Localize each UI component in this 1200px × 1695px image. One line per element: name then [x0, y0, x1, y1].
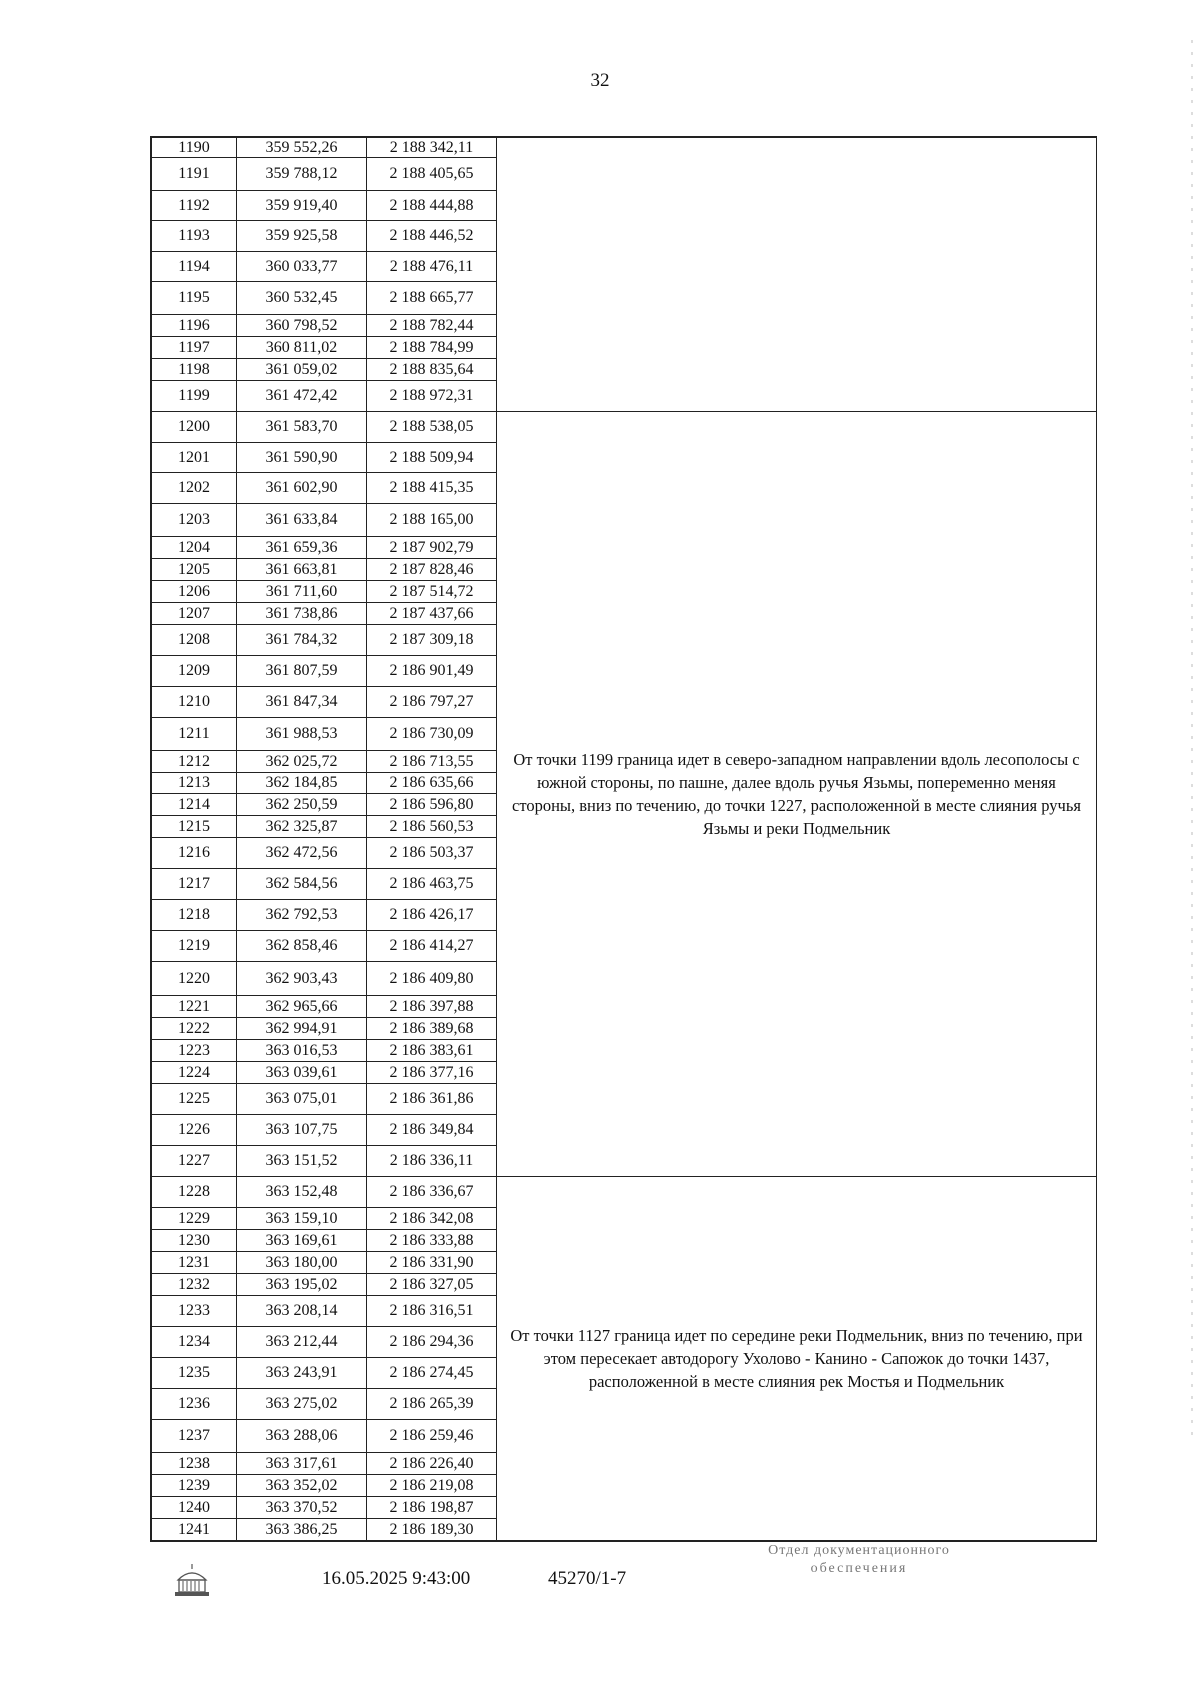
x-coordinate-cell: 362 903,43: [237, 962, 367, 996]
y-coordinate-cell: 2 186 336,11: [367, 1146, 497, 1177]
stamp-line-1: Отдел документационного: [768, 1543, 950, 1558]
point-number-cell: 1209: [152, 656, 237, 687]
point-number-cell: 1211: [152, 718, 237, 751]
y-coordinate-cell: 2 186 414,27: [367, 931, 497, 962]
y-coordinate-cell: 2 187 437,66: [367, 603, 497, 625]
boundary-description-cell: [497, 138, 1097, 412]
y-coordinate-cell: 2 186 409,80: [367, 962, 497, 996]
table-row: [152, 1177, 1097, 1208]
point-number-cell: 1202: [152, 473, 237, 504]
point-number-cell: 1241: [152, 1519, 237, 1541]
point-number-cell: 1231: [152, 1252, 237, 1274]
point-number-cell: 1220: [152, 962, 237, 996]
y-coordinate-cell: 2 187 309,18: [367, 625, 497, 656]
point-number-cell: 1232: [152, 1274, 237, 1296]
x-coordinate-cell: 361 472,42: [237, 381, 367, 412]
y-coordinate-cell: 2 188 509,94: [367, 443, 497, 473]
boundary-description-cell: От точки 1199 граница идет в северо-западном направлении вдоль лесополосы с южной стороны, по пашне, далее вдоль ручья Язьмы, попеременно меняя стороны, вниз по течению, до точки 1227, расположенной в месте слияния ручья Язьмы и реки Подмельник: [497, 412, 1097, 1177]
x-coordinate-cell: 363 169,61: [237, 1230, 367, 1252]
point-number-cell: 1235: [152, 1358, 237, 1389]
y-coordinate-cell: 2 186 331,90: [367, 1252, 497, 1274]
x-coordinate-cell: 362 994,91: [237, 1018, 367, 1040]
x-coordinate-cell: 360 033,77: [237, 252, 367, 282]
point-number-cell: 1236: [152, 1389, 237, 1420]
y-coordinate-cell: 2 186 198,87: [367, 1497, 497, 1519]
y-coordinate-cell: 2 186 463,75: [367, 869, 497, 900]
y-coordinate-cell: 2 188 835,64: [367, 359, 497, 381]
point-number-cell: 1198: [152, 359, 237, 381]
scan-edge-marks: [1184, 40, 1198, 1440]
x-coordinate-cell: 362 965,66: [237, 996, 367, 1018]
x-coordinate-cell: 363 352,02: [237, 1475, 367, 1497]
point-number-cell: 1227: [152, 1146, 237, 1177]
y-coordinate-cell: 2 188 538,05: [367, 412, 497, 443]
x-coordinate-cell: 361 711,60: [237, 581, 367, 603]
point-number-cell: 1191: [152, 158, 237, 191]
point-number-cell: 1219: [152, 931, 237, 962]
x-coordinate-cell: 361 590,90: [237, 443, 367, 473]
point-number-cell: 1213: [152, 773, 237, 794]
page-number: 32: [590, 70, 610, 91]
y-coordinate-cell: 2 186 383,61: [367, 1040, 497, 1062]
x-coordinate-cell: 362 325,87: [237, 816, 367, 838]
point-number-cell: 1201: [152, 443, 237, 473]
boundary-coordinates-table: [150, 136, 1097, 1542]
point-number-cell: 1223: [152, 1040, 237, 1062]
y-coordinate-cell: 2 186 361,86: [367, 1084, 497, 1115]
y-coordinate-cell: 2 186 189,30: [367, 1519, 497, 1541]
point-number-cell: 1238: [152, 1453, 237, 1475]
y-coordinate-cell: 2 188 784,99: [367, 337, 497, 359]
y-coordinate-cell: 2 186 901,49: [367, 656, 497, 687]
y-coordinate-cell: 2 188 405,65: [367, 158, 497, 191]
y-coordinate-cell: 2 186 596,80: [367, 794, 497, 816]
point-number-cell: 1218: [152, 900, 237, 931]
y-coordinate-cell: 2 188 342,11: [367, 138, 497, 158]
x-coordinate-cell: 361 663,81: [237, 559, 367, 581]
x-coordinate-cell: 360 532,45: [237, 282, 367, 315]
point-number-cell: 1214: [152, 794, 237, 816]
point-number-cell: 1239: [152, 1475, 237, 1497]
x-coordinate-cell: 362 025,72: [237, 751, 367, 773]
x-coordinate-cell: 361 059,02: [237, 359, 367, 381]
point-number-cell: 1197: [152, 337, 237, 359]
y-coordinate-cell: 2 186 713,55: [367, 751, 497, 773]
y-coordinate-cell: 2 186 397,88: [367, 996, 497, 1018]
y-coordinate-cell: 2 188 165,00: [367, 504, 497, 537]
point-number-cell: 1199: [152, 381, 237, 412]
x-coordinate-cell: 361 602,90: [237, 473, 367, 504]
point-number-cell: 1228: [152, 1177, 237, 1208]
x-coordinate-cell: 361 738,86: [237, 603, 367, 625]
point-number-cell: 1190: [152, 138, 237, 158]
x-coordinate-cell: 362 584,56: [237, 869, 367, 900]
point-number-cell: 1233: [152, 1296, 237, 1327]
x-coordinate-cell: 363 016,53: [237, 1040, 367, 1062]
y-coordinate-cell: 2 186 503,37: [367, 838, 497, 869]
x-coordinate-cell: 360 811,02: [237, 337, 367, 359]
point-number-cell: 1237: [152, 1420, 237, 1453]
y-coordinate-cell: 2 186 294,36: [367, 1327, 497, 1358]
x-coordinate-cell: 363 075,01: [237, 1084, 367, 1115]
x-coordinate-cell: 359 552,26: [237, 138, 367, 158]
x-coordinate-cell: 363 212,44: [237, 1327, 367, 1358]
y-coordinate-cell: 2 186 336,67: [367, 1177, 497, 1208]
y-coordinate-cell: 2 188 665,77: [367, 282, 497, 315]
point-number-cell: 1234: [152, 1327, 237, 1358]
x-coordinate-cell: 359 788,12: [237, 158, 367, 191]
x-coordinate-cell: 363 370,52: [237, 1497, 367, 1519]
x-coordinate-cell: 363 152,48: [237, 1177, 367, 1208]
x-coordinate-cell: 362 250,59: [237, 794, 367, 816]
x-coordinate-cell: 360 798,52: [237, 315, 367, 337]
x-coordinate-cell: 363 107,75: [237, 1115, 367, 1146]
y-coordinate-cell: 2 186 635,66: [367, 773, 497, 794]
x-coordinate-cell: 361 847,34: [237, 687, 367, 718]
x-coordinate-cell: 361 784,32: [237, 625, 367, 656]
table-row: [152, 138, 1097, 158]
department-stamp: [724, 1542, 994, 1578]
point-number-cell: 1208: [152, 625, 237, 656]
y-coordinate-cell: 2 186 377,16: [367, 1062, 497, 1084]
point-number-cell: 1212: [152, 751, 237, 773]
point-number-cell: 1207: [152, 603, 237, 625]
x-coordinate-cell: 359 919,40: [237, 191, 367, 221]
point-number-cell: 1210: [152, 687, 237, 718]
y-coordinate-cell: 2 186 349,84: [367, 1115, 497, 1146]
x-coordinate-cell: 363 039,61: [237, 1062, 367, 1084]
x-coordinate-cell: 362 184,85: [237, 773, 367, 794]
x-coordinate-cell: 363 275,02: [237, 1389, 367, 1420]
y-coordinate-cell: 2 186 342,08: [367, 1208, 497, 1230]
x-coordinate-cell: 361 583,70: [237, 412, 367, 443]
y-coordinate-cell: 2 188 446,52: [367, 221, 497, 252]
point-number-cell: 1206: [152, 581, 237, 603]
x-coordinate-cell: 359 925,58: [237, 221, 367, 252]
x-coordinate-cell: 363 180,00: [237, 1252, 367, 1274]
y-coordinate-cell: 2 188 415,35: [367, 473, 497, 504]
y-coordinate-cell: 2 187 514,72: [367, 581, 497, 603]
point-number-cell: 1229: [152, 1208, 237, 1230]
y-coordinate-cell: 2 188 476,11: [367, 252, 497, 282]
y-coordinate-cell: 2 186 333,88: [367, 1230, 497, 1252]
point-number-cell: 1226: [152, 1115, 237, 1146]
x-coordinate-cell: 361 659,36: [237, 537, 367, 559]
y-coordinate-cell: 2 186 259,46: [367, 1420, 497, 1453]
point-number-cell: 1230: [152, 1230, 237, 1252]
point-number-cell: 1222: [152, 1018, 237, 1040]
x-coordinate-cell: 362 472,56: [237, 838, 367, 869]
x-coordinate-cell: 361 807,59: [237, 656, 367, 687]
point-number-cell: 1195: [152, 282, 237, 315]
x-coordinate-cell: 363 317,61: [237, 1453, 367, 1475]
y-coordinate-cell: 2 186 265,39: [367, 1389, 497, 1420]
x-coordinate-cell: 363 159,10: [237, 1208, 367, 1230]
point-number-cell: 1200: [152, 412, 237, 443]
footer-document-number: 45270/1-7: [548, 1568, 627, 1589]
x-coordinate-cell: 362 792,53: [237, 900, 367, 931]
point-number-cell: 1215: [152, 816, 237, 838]
table-row: [152, 412, 1097, 443]
stamp-line-2: обеспечения: [810, 1561, 908, 1577]
point-number-cell: 1194: [152, 252, 237, 282]
x-coordinate-cell: 362 858,46: [237, 931, 367, 962]
y-coordinate-cell: 2 186 219,08: [367, 1475, 497, 1497]
x-coordinate-cell: 363 151,52: [237, 1146, 367, 1177]
y-coordinate-cell: 2 187 828,46: [367, 559, 497, 581]
point-number-cell: 1240: [152, 1497, 237, 1519]
y-coordinate-cell: 2 188 782,44: [367, 315, 497, 337]
y-coordinate-cell: 2 186 730,09: [367, 718, 497, 751]
duma-emblem-icon: [170, 1560, 214, 1600]
x-coordinate-cell: 361 633,84: [237, 504, 367, 537]
point-number-cell: 1217: [152, 869, 237, 900]
footer-date: 16.05.2025 9:43:00: [322, 1568, 471, 1589]
y-coordinate-cell: 2 188 972,31: [367, 381, 497, 412]
point-number-cell: 1204: [152, 537, 237, 559]
y-coordinate-cell: 2 186 327,05: [367, 1274, 497, 1296]
x-coordinate-cell: 363 208,14: [237, 1296, 367, 1327]
y-coordinate-cell: 2 186 426,17: [367, 900, 497, 931]
x-coordinate-cell: 363 386,25: [237, 1519, 367, 1541]
point-number-cell: 1205: [152, 559, 237, 581]
boundary-description-cell: От точки 1127 граница идет по середине реки Подмельник, вниз по течению, при этом пересекает автодорогу Ухолово - Канино - Сапожок до точки 1437, расположенной в месте слияния рек Мостья и Подмельник: [497, 1177, 1097, 1541]
x-coordinate-cell: 363 288,06: [237, 1420, 367, 1453]
point-number-cell: 1193: [152, 221, 237, 252]
y-coordinate-cell: 2 186 389,68: [367, 1018, 497, 1040]
x-coordinate-cell: 361 988,53: [237, 718, 367, 751]
point-number-cell: 1196: [152, 315, 237, 337]
point-number-cell: 1221: [152, 996, 237, 1018]
y-coordinate-cell: 2 186 274,45: [367, 1358, 497, 1389]
point-number-cell: 1192: [152, 191, 237, 221]
y-coordinate-cell: 2 186 226,40: [367, 1453, 497, 1475]
y-coordinate-cell: 2 186 797,27: [367, 687, 497, 718]
x-coordinate-cell: 363 243,91: [237, 1358, 367, 1389]
y-coordinate-cell: 2 187 902,79: [367, 537, 497, 559]
point-number-cell: 1216: [152, 838, 237, 869]
point-number-cell: 1225: [152, 1084, 237, 1115]
y-coordinate-cell: 2 186 560,53: [367, 816, 497, 838]
y-coordinate-cell: 2 188 444,88: [367, 191, 497, 221]
y-coordinate-cell: 2 186 316,51: [367, 1296, 497, 1327]
point-number-cell: 1203: [152, 504, 237, 537]
point-number-cell: 1224: [152, 1062, 237, 1084]
x-coordinate-cell: 363 195,02: [237, 1274, 367, 1296]
